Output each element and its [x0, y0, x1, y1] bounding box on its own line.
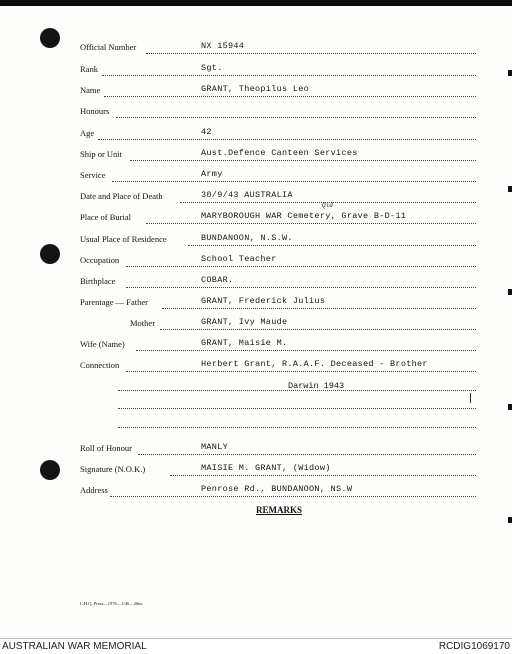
field-value: 42 — [201, 127, 212, 137]
field-row-occupation — [80, 255, 476, 269]
field-row-ship-or-unit — [80, 149, 476, 163]
field-row-rank — [80, 64, 476, 78]
field-label: Wife (Name) — [80, 339, 125, 349]
field-label: Rank — [80, 64, 98, 74]
field-row-birthplace — [80, 276, 476, 290]
edge-mark — [508, 186, 512, 192]
field-row-father — [80, 297, 476, 311]
edge-mark — [508, 70, 512, 76]
field-value: MARYBOROUGH WAR Cemetery, Grave B-D-11 — [201, 211, 407, 221]
field-label: Parentage — Father — [80, 297, 148, 307]
field-row-service — [80, 170, 476, 184]
field-value: Army — [201, 169, 223, 179]
dotted-line — [126, 371, 476, 372]
continuation-line — [118, 427, 476, 428]
scan-edge-strip — [0, 0, 512, 6]
field-label: Roll of Honour — [80, 443, 132, 453]
field-label: Name — [80, 85, 101, 95]
dotted-line — [130, 160, 476, 161]
field-value: MAISIE M. GRANT, (Widow) — [201, 463, 331, 473]
continuation-line — [118, 408, 476, 409]
dotted-line — [138, 454, 476, 455]
field-label: Place of Burial — [80, 212, 131, 222]
field-row-age — [80, 128, 476, 142]
dotted-line — [110, 496, 476, 497]
dotted-line — [188, 245, 476, 246]
field-value: MANLY — [201, 442, 229, 452]
field-value: GRANT, Ivy Maude — [201, 317, 288, 327]
margin-mark — [470, 393, 471, 403]
handwritten-annotation: Qld — [322, 202, 333, 209]
print-note: L.H.Q. Press—1976—1/46—20m. — [80, 601, 143, 606]
field-value: School Teacher — [201, 254, 277, 264]
field-label: Occupation — [80, 255, 120, 265]
dotted-line — [160, 329, 476, 330]
punch-hole-bottom — [40, 460, 60, 480]
dotted-line — [146, 53, 476, 54]
field-row-address — [80, 485, 476, 499]
dotted-line — [126, 266, 476, 267]
field-row-roll-of-honour — [80, 443, 476, 457]
field-label: Age — [80, 128, 95, 138]
field-label: Ship or Unit — [80, 149, 123, 159]
field-label: Connection — [80, 360, 120, 370]
dotted-line — [98, 139, 476, 140]
field-value: COBAR. — [201, 275, 234, 285]
field-row-honours — [80, 106, 476, 120]
field-value: BUNDANOON, N.S.W. — [201, 233, 293, 243]
field-row-official-number — [80, 42, 476, 56]
remarks-heading: REMARKS — [256, 505, 303, 515]
field-value: Penrose Rd., BUNDANOON, NS.W — [201, 484, 353, 494]
edge-mark — [508, 404, 512, 410]
field-label: Official Number — [80, 42, 137, 52]
field-label: Service — [80, 170, 106, 180]
dotted-line — [162, 308, 476, 309]
punch-hole-top — [40, 28, 60, 48]
field-value: GRANT, Theopilus Leo — [201, 84, 310, 94]
connection-continuation: Darwin 1943 — [288, 381, 345, 391]
punch-hole-middle — [40, 244, 60, 264]
field-row-usual-residence — [80, 234, 476, 248]
field-value: NX 15944 — [201, 41, 245, 51]
dotted-line — [146, 223, 476, 224]
field-value: GRANT, Maisie M. — [201, 338, 288, 348]
field-label: Usual Place of Residence — [80, 234, 167, 244]
field-row-connection — [80, 360, 476, 374]
field-value: Aust.Defence Canteen Services — [201, 148, 358, 158]
dotted-line — [112, 181, 476, 182]
dotted-line — [116, 117, 476, 118]
field-row-name — [80, 85, 476, 99]
field-label: Birthplace — [80, 276, 116, 286]
field-value: 30/9/43 AUSTRALIA — [201, 190, 293, 200]
field-row-wife — [80, 339, 476, 353]
field-value: Sgt. — [201, 63, 223, 73]
dotted-line — [104, 96, 476, 97]
field-value: GRANT, Frederick Julius — [201, 296, 326, 306]
field-row-mother — [80, 318, 476, 332]
field-label: Address — [80, 485, 108, 495]
edge-mark — [508, 289, 512, 295]
footer-record-id: RCDIG1069170 — [438, 641, 510, 652]
field-label: Signature (N.O.K.) — [80, 464, 146, 474]
footer-bar — [0, 638, 512, 654]
field-label: Mother — [130, 318, 156, 328]
footer-institution: AUSTRALIAN WAR MEMORIAL — [2, 641, 147, 652]
dotted-line — [136, 350, 476, 351]
field-row-date-place-of-death — [80, 191, 476, 205]
field-label: Honours — [80, 106, 110, 116]
dotted-line — [170, 475, 476, 476]
field-row-signature — [80, 464, 476, 478]
field-label: Date and Place of Death — [80, 191, 163, 201]
field-value: Herbert Grant, R.A.A.F. Deceased - Brother — [201, 359, 428, 369]
dotted-line — [126, 287, 476, 288]
field-row-place-of-burial — [80, 212, 476, 226]
dotted-line — [102, 75, 476, 76]
edge-mark — [508, 517, 512, 523]
